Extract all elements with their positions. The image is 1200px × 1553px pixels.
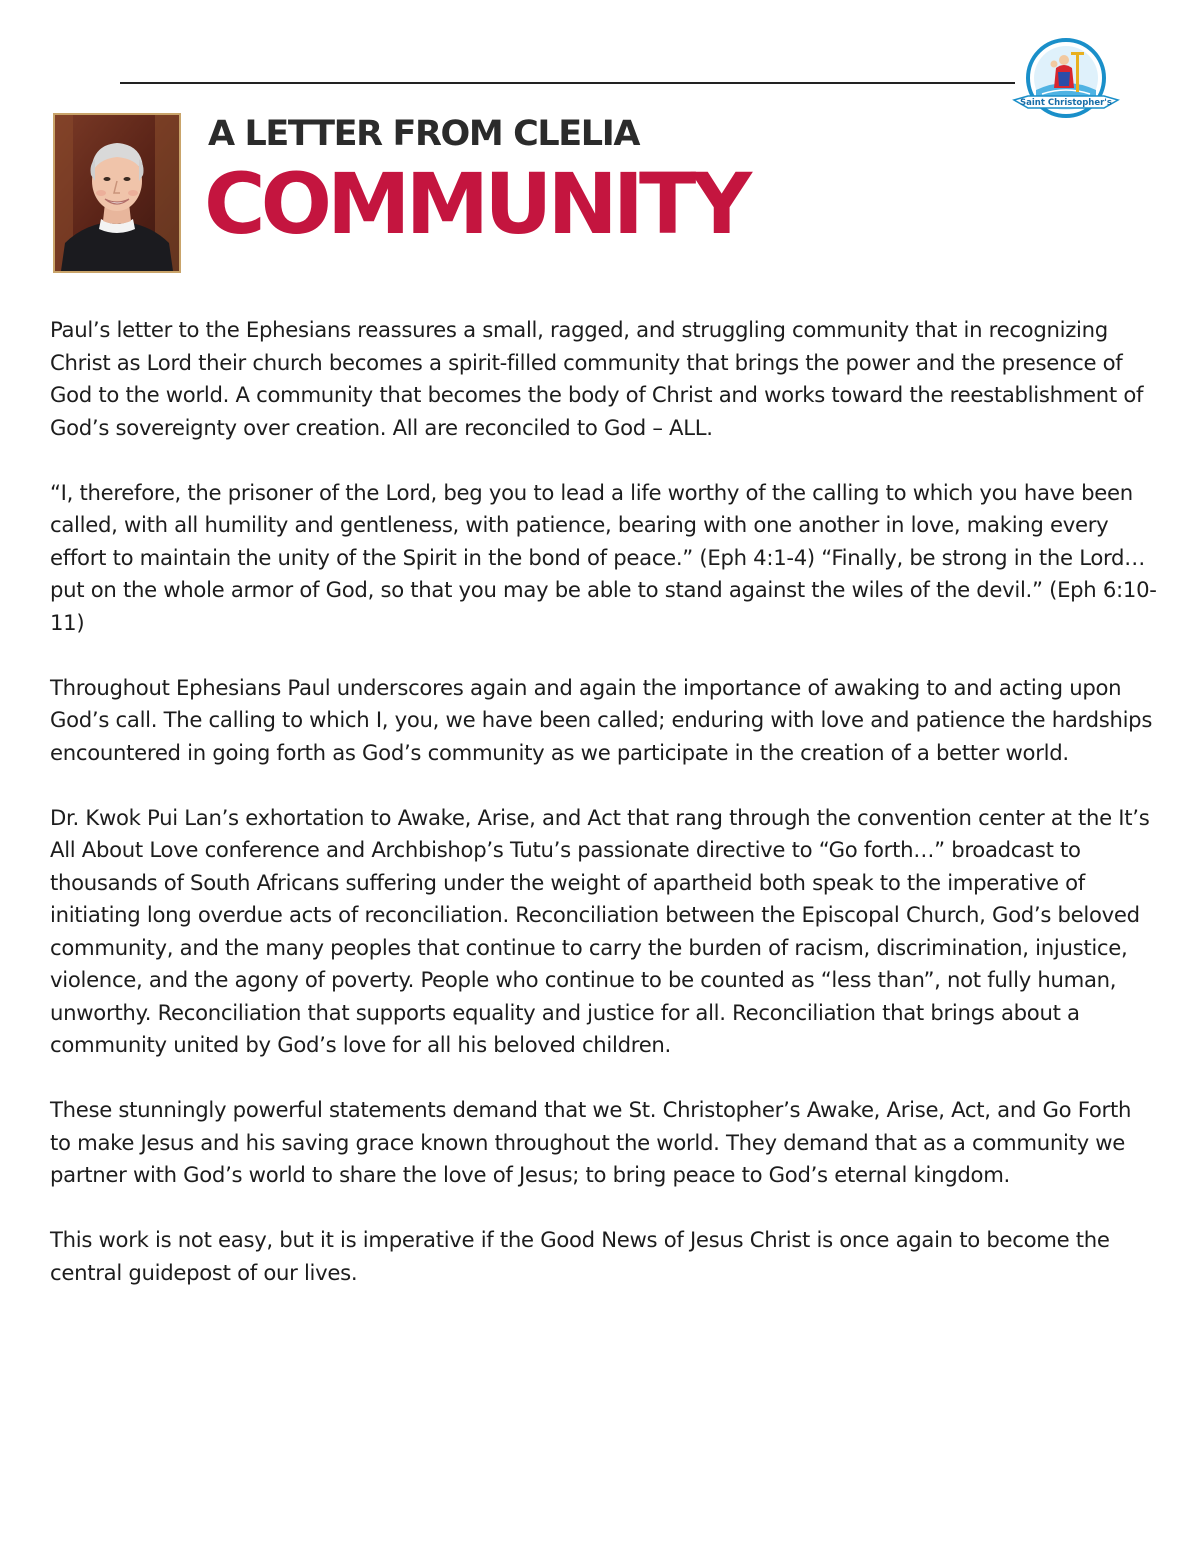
paragraph: This work is not easy, but it is imperative if the Good News of Jesus Christ is once again to become the central guidepost of our lives. [50,1227,1110,1285]
paragraph: These stunningly powerful statements demand that we St. Christopher’s Awake, Arise, Act, and Go Forth to make Jesus and his saving grace known throughout the world. They demand that as a community we partner with God’s world to share the love of Jesus; to bring peace to God’s eternal kingdom. [50,1097,1132,1187]
paragraph: Paul’s letter to the Ephesians reassures a small, ragged, and struggling community that in recognizing Christ as Lord their church becomes a spirit-filled community that brings the power and the presence of God to the world. A community that becomes the body of Christ and works toward the reestablishment of God’s sovereignty over creation. All are reconciled to God – ALL. [50,317,1144,440]
saint-christophers-logo [1012,38,1120,124]
paragraph: Dr. Kwok Pui Lan’s exhortation to Awake, Arise, and Act that rang through the convention center at the It’s All About Love conference and Archbishop’s Tutu’s passionate directive to “Go forth…” broadcast to thousands of South Africans suffering under the weight of apartheid both speak to the imperative of initiating long overdue acts of reconciliation. Reconciliation between the Episcopal Church, God’s beloved community, and the many peoples that continue to carry the burden of racism, discrimination, injustice, violence, and the agony of poverty. People who continue to be counted as “less than”, not fully human, unworthy. Reconciliation that supports equality and justice for all. Reconciliation that brings about a community united by God’s love for all his beloved children. [50,804,1150,1057]
letter-kicker: A LETTER FROM CLELIA [208,114,640,154]
paragraph: Throughout Ephesians Paul underscores again and again the importance of awaking to and acting upon God’s call. The calling to which I, you, we have been called; enduring with love and patience the hardships encountered in going forth as God’s community as we participate in the creation of a better world. [50,674,1153,765]
header-divider [120,82,1015,84]
letter-body [50,314,1158,1322]
paragraph: “I, therefore, the prisoner of the Lord, beg you to lead a life worthy of the calling to which you have been called, with all humility and gentleness, with patience, bearing with one another in love, making every effort to maintain the unity of the Spirit in the bond of peace.” (Eph 4:1-4) “Finally, be strong in the Lord…put on the whole armor of God, so that you may be able to stand against the wiles of the devil.” (Eph 6:10-11) [50,479,1157,635]
page-title: COMMUNITY [204,155,748,253]
author-portrait [53,113,181,273]
svg-text:Saint Christopher's: Saint Christopher's [1020,98,1112,108]
